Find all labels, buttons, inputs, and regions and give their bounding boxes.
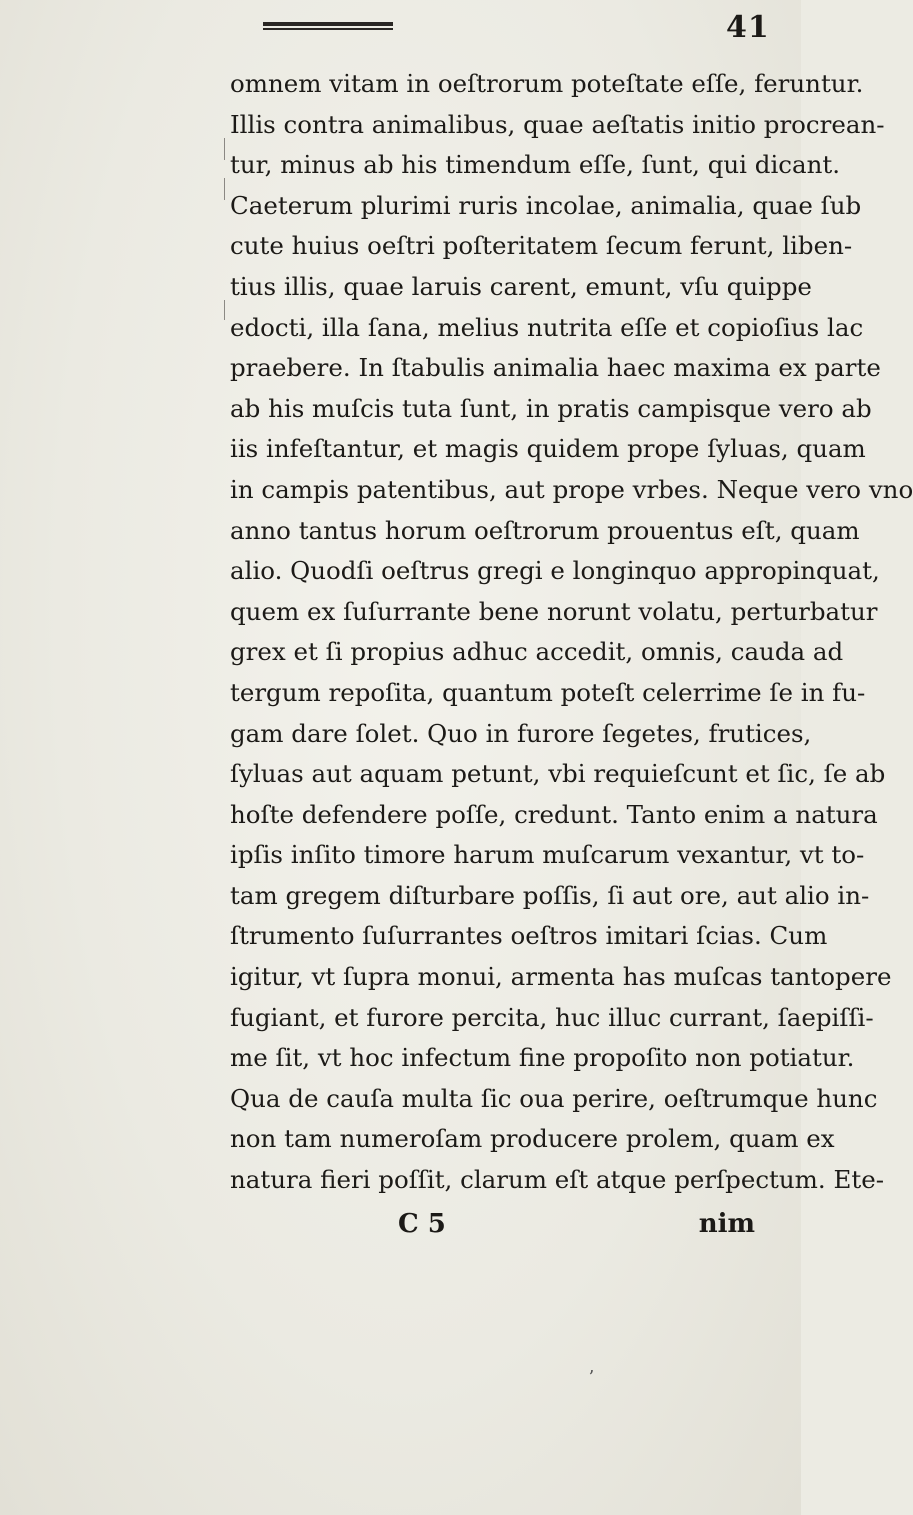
header-ornament-rule — [263, 22, 393, 34]
text-line: ſtrumento ſuſurrantes oeſtros imitari ſcias. Cum — [230, 921, 828, 951]
text-line: natura fieri poſſit, clarum eſt atque perſpectum. Ete- — [230, 1165, 884, 1195]
margin-mark — [224, 138, 225, 160]
text-line: hoſte defendere poſſe, credunt. Tanto enim a natura — [230, 799, 878, 829]
text-line: anno tantus horum oeſtrorum prouentus eſt, quam — [230, 515, 860, 545]
text-line: grex et ſi propius adhuc accedit, omnis, cauda ad — [230, 637, 844, 667]
signature-mark: C 5 — [398, 1209, 446, 1239]
text-line: tergum repoſita, quantum poteſt celerrime ſe in fu- — [230, 677, 866, 707]
text-line: cute huius oeſtri poſteritatem ſecum ferunt, liben- — [230, 231, 853, 261]
text-line: omnem vitam in oeſtrorum poteſtate eſſe, feruntur. — [230, 69, 864, 98]
body-text — [230, 64, 913, 1201]
text-line: non tam numeroſam producere prolem, quam ex — [230, 1124, 835, 1154]
page-number: 41 — [726, 10, 770, 45]
text-line: quem ex ſuſurrante bene norunt volatu, perturbatur — [230, 596, 878, 626]
catchword: nim — [698, 1209, 755, 1239]
text-line: in campis patentibus, aut prope vrbes. Neque vero vno — [230, 474, 913, 504]
text-line: fugiant, et furore percita, huc illuc currant, ſaepiſſi- — [230, 1002, 874, 1032]
margin-mark — [224, 178, 225, 200]
text-line: tur, minus ab his timendum eſſe, ſunt, qui dicant. — [230, 150, 841, 180]
text-line: gam dare ſolet. Quo in furore ſegetes, frutices, — [230, 718, 812, 748]
text-line: iis infeſtantur, et magis quidem prope ſyluas, quam — [230, 434, 866, 464]
show-through-mark: ʼ — [588, 1367, 594, 1388]
text-line: praebere. In ſtabulis animalia haec maxima ex parte — [230, 353, 881, 383]
text-line: ſyluas aut aquam petunt, vbi requieſcunt et ſic, ſe ab — [230, 759, 886, 789]
margin-mark — [224, 300, 225, 320]
text-line: tam gregem diſturbare poſſis, ſi aut ore, aut alio in- — [230, 880, 870, 910]
text-line: igitur, vt ſupra monui, armenta has muſcas tantopere — [230, 962, 892, 992]
text-line: edocti, illa ſana, melius nutrita eſſe et copioſius lac — [230, 312, 864, 342]
text-line: me ſit, vt hoc infectum fine propoſito non potiatur. — [230, 1043, 855, 1073]
text-line: Caeterum plurimi ruris incolae, animalia, quae ſub — [230, 190, 862, 220]
footer-row — [230, 1204, 795, 1244]
text-line: Qua de cauſa multa ſic oua perire, oeſtrumque hunc — [230, 1083, 878, 1113]
text-line: ab his muſcis tuta ſunt, in pratis campisque vero ab — [230, 393, 872, 423]
text-line: tius illis, quae laruis carent, emunt, vſu quippe — [230, 271, 812, 301]
text-line: Illis contra animalibus, quae aeſtatis initio procrean- — [230, 109, 885, 139]
text-line: ipſis inſito timore harum muſcarum vexantur, vt to- — [230, 840, 865, 870]
text-line: alio. Quodſi oeſtrus gregi e longinquo appropinquat, — [230, 556, 880, 586]
